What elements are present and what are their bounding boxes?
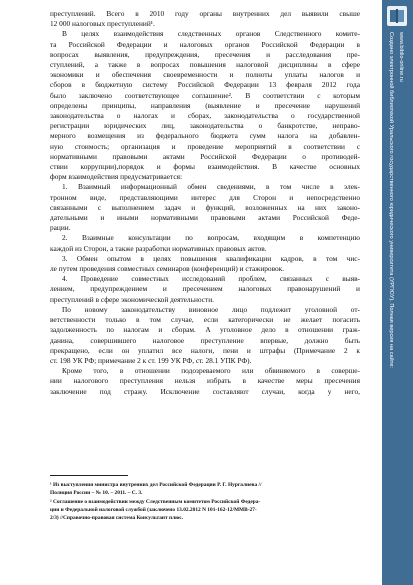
text-line: ступлений, а также в вопросах повышения налоговой дисциплины в сфере <box>50 60 360 70</box>
text-line: рации. <box>50 223 71 233</box>
text-line: ствии коррупции),порядок и формы взаимодействия. В качестве основных <box>50 162 360 172</box>
sidebar-caption <box>386 32 408 580</box>
body-text <box>50 9 360 397</box>
text-line: мерного возмещения из федерального бюджета сумм налога на добавлен- <box>50 131 360 141</box>
text-line: сборов в бюджетную систему Российской Федерации 13 февраля 2012 года <box>50 80 360 90</box>
text-line: заключение под стражу. Исключение составляют случаи, когда у него, <box>50 386 360 396</box>
text-line: нормативными правовыми актами Российской Федерации о противодей- <box>50 151 360 161</box>
text-line: регистрации юридических лиц, законодательства о банкротстве, неправо- <box>50 121 360 131</box>
text-line: 3. Обмен опытом в целях повышения квалификации кадров, в том чис- <box>62 253 360 263</box>
text-line: нии налогового преступления нельзя избрать в качестве меры пресечения <box>50 376 360 386</box>
text-line: форм взаимодействия предусматривается: <box>50 172 183 182</box>
text-line: преступлений в сфере экономической деятельности. <box>50 294 214 304</box>
text-line: данина, совершившего налоговое преступление впервые, должно быть <box>50 335 360 345</box>
text-line: преступлений. Всего в 2010 году органы внутренних дел выявили свыше <box>50 9 360 18</box>
footnote-line: ² Соглашение о взаимодействии между Следственным комитетом Российской Федера- <box>50 498 261 505</box>
text-line: тронном виде, представляющими интерес для Сторон и непосредственно <box>50 192 360 202</box>
footnote-line: ¹ Из выступления министра внутренних дел Российской Федерации Р. Г. Нургалиева // <box>50 482 262 488</box>
text-line: ветственности только в том случае, если категорически не желает погасить <box>50 315 360 325</box>
text-line: 12 000 налоговых преступлений¹. <box>50 19 155 29</box>
sidebar-caption-text: Создано электронной библиотекой Уральского государственного юридического университета (УРГЮУ). Полная версия на сайте: <box>388 32 394 368</box>
footnote-divider <box>50 475 128 476</box>
text-line: 2. Взаимные консультации по вопросам, входящим в компетенцию <box>62 233 360 243</box>
text-line: ле путем проведения совместных семинаров (конференций) и стажировок. <box>50 264 285 274</box>
text-line: та Российской Федерации и налоговых органов Российской Федерации в <box>50 39 360 49</box>
text-line: было заключено соответствующее соглашение². В соответствии с которым <box>50 90 360 100</box>
footnote-line: ции и Федеральной налоговой службой (заключено 13.02.2012 N 101-162-12/ММВ-27- <box>50 506 257 513</box>
text-line: Кроме того, в отношении подозреваемого или обвиняемого в соверше- <box>62 366 360 376</box>
sidebar-link[interactable]: www.biblio-online.ru <box>398 32 404 82</box>
text-line: каждой из Сторон, а также разработки нормативных правовых актов. <box>50 243 267 253</box>
footnote-line: 2/3) //Справочно-правовая система Консультант плюс. <box>50 515 183 522</box>
text-line: ную стоимость; организация и проведение мероприятий в соответствии с <box>50 141 360 151</box>
text-line: 4. Проведение совместных исследований проблем, связанных с выяв- <box>62 274 360 284</box>
text-line: По новому законодательству виновное лицо подлежит уголовной от- <box>62 304 360 314</box>
footnotes <box>50 481 362 522</box>
footnote-line: Полиция России – № 10. – 2011. – С. 3. <box>50 490 143 497</box>
text-line: вопросах выявления, предупреждения, пресечения и расследования пре- <box>50 49 360 59</box>
text-line: ст. 198 УК РФ; примечание 2 к ст. 199 УК РФ, ст. 28.1 УПК РФ). <box>50 355 252 365</box>
text-line: 1. Взаимный информационный обмен сведениями, в том числе в элек- <box>62 182 360 192</box>
text-line: В целях взаимодействия следственных органов Следственного комите- <box>62 29 360 39</box>
text-line: лением, предупреждением и пресечением налоговых правонарушений и <box>50 284 360 294</box>
text-line: дательными и иными нормативными правовыми актами Российской Феде- <box>50 213 360 223</box>
text-line: определены принципы, направления (выявление и пресечение нарушений <box>50 100 360 110</box>
text-line: задолженность по налогам и сборам. А уголовное дело в отношении граж- <box>50 325 360 335</box>
book-logo-icon <box>387 6 407 26</box>
text-line: связанными с выполнением задач и функций, возложенных на них законо- <box>50 202 360 212</box>
text-line: прекращено, если он уплатил все налоги, пени и штрафы (Примечание 2 к <box>50 345 360 355</box>
text-line: законодательства о налогах и сборах, законодательства о государственной <box>50 111 360 121</box>
text-line: экономики и обеспечения своевременности и полноты уплаты налогов и <box>50 70 360 80</box>
